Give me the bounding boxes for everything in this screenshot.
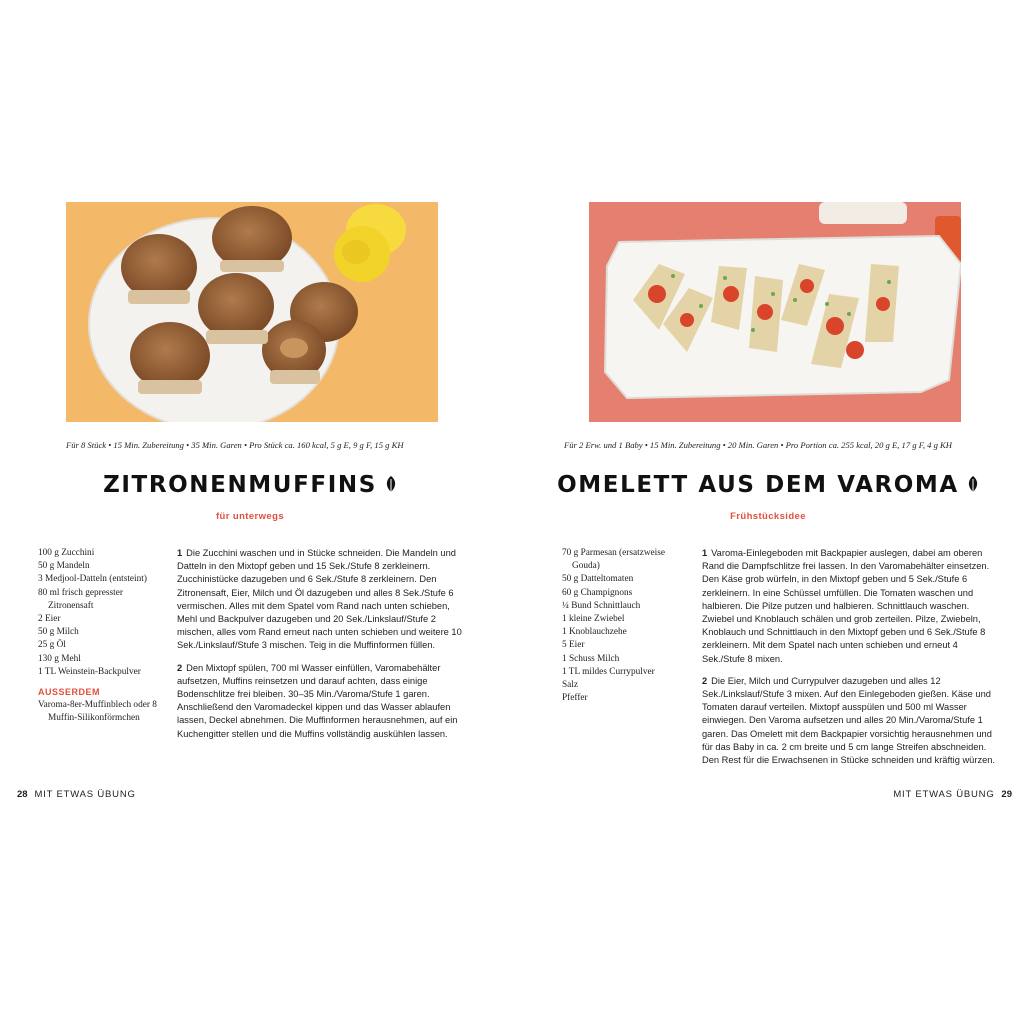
ingredient-item: 2 Eier: [38, 614, 61, 625]
recipe-title: [0, 472, 500, 498]
step-number: 2: [702, 675, 708, 686]
ingredient-item: 70 g Parmesan (ersatzweise Gouda): [562, 548, 666, 572]
recipe-subtitle: Frühstücksidee: [730, 511, 806, 522]
ingredient-item: 1 TL Weinstein-Backpulver: [38, 666, 141, 677]
step-number: 1: [177, 548, 183, 558]
step-text: Varoma-Einlegeboden mit Backpapier auslegen, dabei am oberen Rand die Dampfschlitze frei lassen. In den Varomabehälter einsetzen. Den Käse grob würfeln, in den Mixtopf geben und 5 Sek./Stufe 6 zerkleinern. In eine Schüssel umfüllen. Die Tomaten waschen und halbieren. Die Pilze putzen und halbieren. Schnittlauch waschen. Zwiebel und Knoblauch schälen und grob zerteilen. Pilze, Zwiebeln, Knoblauch und Schnittlauch in den Mixtopf geben und 6 Sek./Stufe 8 zerkleinern. Mit dem Spatel nach unten schieben und erneut 4 Sek./Stufe 8 mixen.: [702, 548, 990, 664]
section-name: MIT ETWAS ÜBUNG: [893, 789, 995, 800]
page-footer: [893, 789, 1012, 800]
recipe-title-text: OMELETT AUS DEM VAROMA: [557, 472, 959, 498]
page-number: 29: [1001, 789, 1012, 800]
step-2: [177, 662, 467, 741]
preparation-steps: [177, 547, 467, 750]
omelett-photo: [589, 202, 961, 422]
preparation-steps: [702, 547, 997, 776]
recipe-subtitle: für unterwegs: [215, 511, 284, 522]
ingredient-item: 100 g Zucchini: [38, 548, 95, 558]
ingredient-item: 5 Eier: [562, 640, 585, 651]
ingredients-list: [562, 547, 690, 705]
recipe-meta: Für 8 Stück • 15 Min. Zubereitung • 35 Min. Garen • Pro Stück ca. 160 kcal, 5 g E, 9 g F, 15 g KH: [66, 440, 404, 450]
ingredient-item: 1 Schuss Milch: [562, 653, 620, 664]
ingredient-item: 80 ml frisch gepresster Zitronensaft: [38, 587, 123, 611]
ingredient-item: 60 g Champignons: [562, 587, 633, 598]
step-1: [177, 547, 467, 653]
ingredient-item: 1 TL mildes Currypulver: [562, 666, 655, 677]
omelett-image: [589, 202, 961, 422]
muffins-photo: [66, 202, 438, 422]
step-text: Die Eier, Milch und Currypulver dazugeben und alles 12 Sek./Linkslauf/Stufe 3 mixen. Auf den Einlegeboden gießen. Käse und Tomaten darauf verteilen. Mixtopf ausspülen und 500 ml Wasser einwiegen. Den Varoma aufsetzen und alles 20 Min./Varoma/Stufe 1 garen. Das Omelett mit dem Backpapier vorsichtig herausnehmen und für das Baby in ca. 2 cm breite und 5 cm lange Streifen abschneiden. Den Rest für die Erwachsenen in Stücke schneiden und kräftig würzen.: [702, 675, 996, 766]
page-number: 28: [17, 789, 28, 800]
recipe-title: [512, 472, 1024, 498]
step-2: [702, 675, 997, 767]
ingredient-item: Salz: [562, 680, 579, 691]
ingredient-item: ¼ Bund Schnittlauch: [562, 600, 641, 611]
ingredient-item: 50 g Mandeln: [38, 561, 90, 572]
ingredient-item: 3 Medjool-Datteln (entsteint): [38, 574, 147, 585]
ingredient-item: 25 g Öl: [38, 640, 66, 651]
step-number: 1: [702, 548, 708, 558]
ingredient-item: 130 g Mehl: [38, 653, 81, 664]
leaf-icon: [385, 476, 397, 494]
right-page: [512, 0, 1024, 1024]
ingredient-item: 50 g Milch: [38, 627, 79, 638]
step-text: Den Mixtopf spülen, 700 ml Wasser einfüllen, Varomabehälter aufsetzen, Muffins reinsetzen und darauf achten, dass einige Bodenschlitze frei bleiben. 30–35 Min./Varoma/Stufe 1 garen. Anschließend den Varomadeckel kippen und das Wasser ablaufen lassen, Deckel abnehmen. Die Muffinformen herausnehmen, auf ein Kuchengitter stellen und die Muffins vollständig auskühlen lassen.: [177, 662, 458, 739]
recipe-meta: Für 2 Erw. und 1 Baby • 15 Min. Zubereitung • 20 Min. Garen • Pro Portion ca. 255 kcal, 20 g E, 17 g F, 4 g KH: [564, 440, 952, 450]
section-name: MIT ETWAS ÜBUNG: [34, 789, 136, 800]
step-number: 2: [177, 662, 183, 673]
extra-item: Varoma-8er-Muffinblech oder 8 Muffin-Silikonförmchen: [38, 700, 157, 724]
extra-heading: AUSSERDEM: [38, 687, 101, 698]
recipe-title-text: ZITRONENMUFFINS: [103, 472, 377, 498]
step-text: Die Zucchini waschen und in Stücke schneiden. Die Mandeln und Datteln in den Mixtopf geben und 15 Sek./Stufe 8 zerkleinern. Zucchinistücke dazugeben und 6 Sek./Stufe 8 zerkleinern. Den Zitronensaft, Eier, Milch und Öl dazugeben und alles 8 Sek./Stufe 6 vermischen. Alles mit dem Spatel vom Rand nach unten schieben, Mehl und Backpulver dazugeben und 20 Sek./Linkslauf/Stufe 2 mischen, alles vom Rand erneut nach unten schieben und weitere 10 Sek./Linkslauf/Stufe 3 mischen. Teig in die Muffinformen füllen.: [177, 548, 462, 651]
leaf-icon: [967, 476, 979, 494]
ingredient-item: 50 g Datteltomaten: [562, 574, 634, 585]
ingredient-item: 1 Knoblauchzehe: [562, 627, 627, 638]
muffins-image: [66, 202, 438, 422]
ingredient-item: Pfeffer: [562, 693, 588, 704]
step-1: [702, 547, 997, 666]
ingredients-list: [38, 547, 166, 726]
page-footer: [17, 789, 136, 800]
ingredient-item: 1 kleine Zwiebel: [562, 614, 625, 625]
